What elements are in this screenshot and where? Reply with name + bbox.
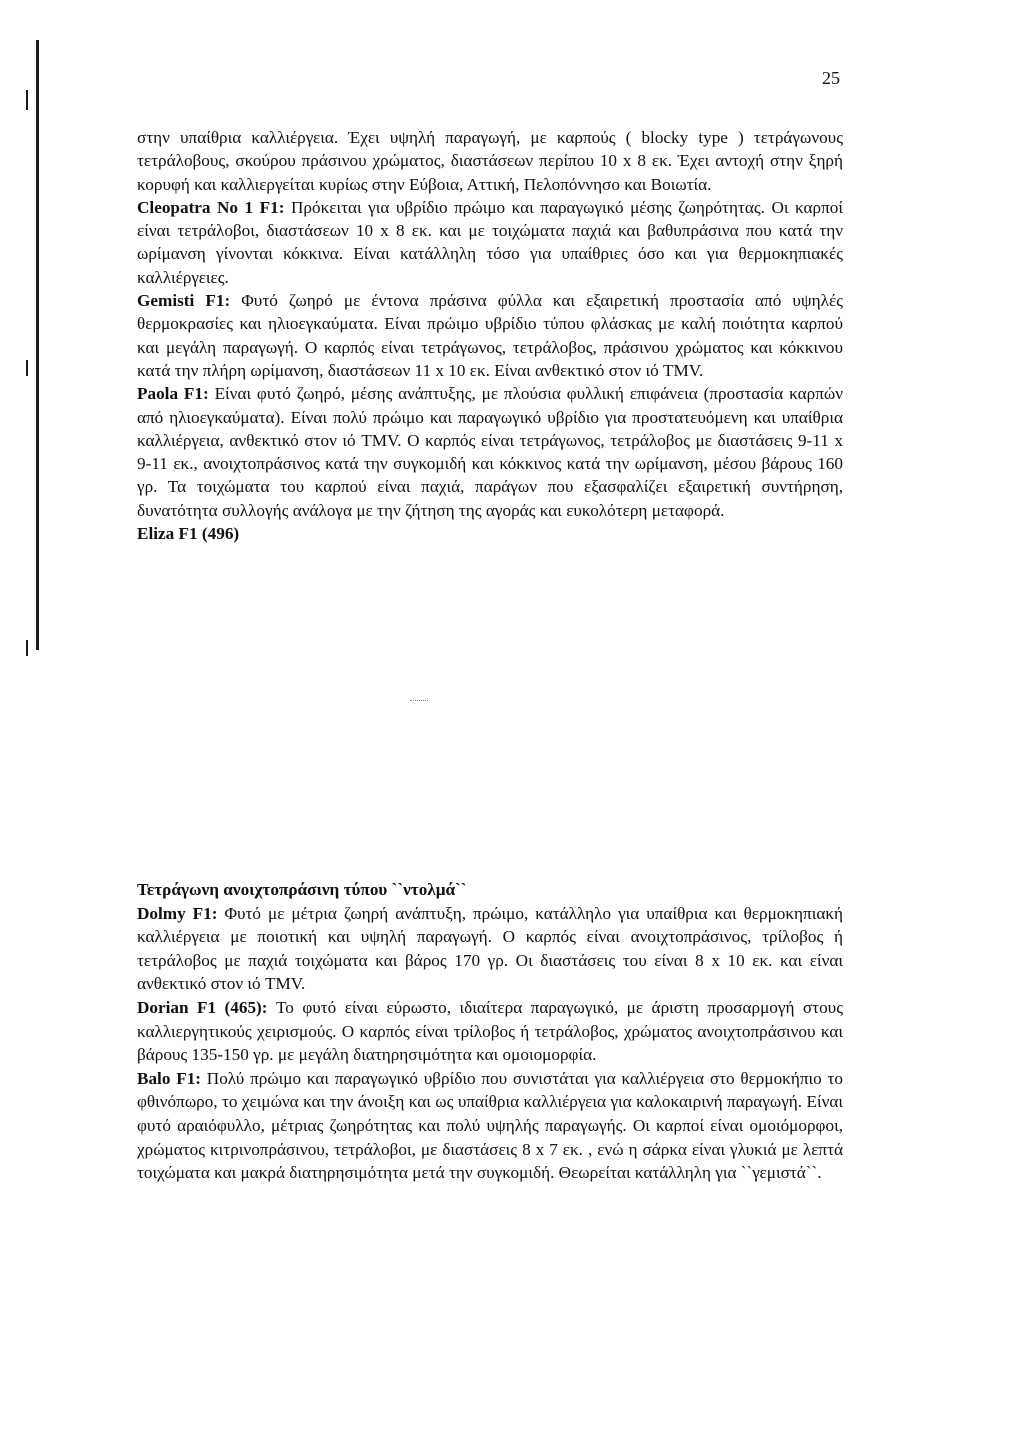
variety-description: Το φυτό είναι εύρωστο, ιδιαίτερα παραγωγικό, με άριστη προσαρμογή στους καλλιεργητικούς χειρισμούς. Ο καρπός είναι τρίλοβος ή τετράλοβος, χρώματος ανοιχτοπράσινου και βάρους 135-150 γρ. με μεγάλη διατηρησιμότητα και ομοιομορφία. [137, 997, 843, 1065]
variety-name: Dolmy F1: [137, 903, 218, 923]
scan-edge-mark [26, 90, 28, 110]
variety-name: Cleopatra No 1 F1: [137, 197, 285, 217]
scan-edge-mark [26, 360, 28, 376]
section-heading-text: Τετράγωνη ανοιχτοπράσινη τύπου ``ντολμά`` [137, 880, 467, 899]
paragraph-paola [137, 382, 843, 522]
variety-description: Φυτό με μέτρια ζωηρή ανάπτυξη, πρώιμο, κατάλληλο για υπαίθρια και θερμοκηπιακή καλλιέργεια με ποιοτική και υψηλή παραγωγή. Ο καρπός είναι ανοιχτοπράσινος, τρίλοβος ή τετράλοβος με παχιά τοιχώματα και βάρος 170 γρ. Οι διαστάσεις του είναι 8 x 10 εκ. και είναι ανθεκτικό στον ιό TMV. [137, 903, 844, 994]
scan-edge-mark [26, 640, 28, 656]
paragraph-intro [137, 126, 843, 196]
top-text-block [137, 126, 843, 545]
scan-edge-line [36, 40, 39, 650]
intro-text: στην υπαίθρια καλλιέργεια. Έχει υψηλή παραγωγή, με καρπούς ( blocky type ) τετράγωνους τετράλοβους, σκούρου πράσινου χρώματος, διαστάσεων περίπου 10 x 8 εκ. Έχει αντοχή στην ξηρή κορυφή και καλλιεργείται κυρίως στην Εύβοια, Αττική, Πελοπόννησο και Βοιωτία. [137, 128, 843, 194]
figure-caption-text: Eliza F1 (496) [137, 524, 240, 544]
section-heading [137, 878, 843, 902]
variety-name: Paola F1: [137, 384, 209, 404]
variety-description: Φυτό ζωηρό με έντονα πράσινα φύλλα και εξαιρετική προστασία από υψηλές θερμοκρασίες και ηλιοεγκαύματα. Είναι πρώιμο υβρίδιο τύπου φλάσκας με καλή ποιότητα καρπού και μεγάλη παραγωγή. Ο καρπός είναι τετράγωνος, τετράλοβος, πράσινου χρώματος και κόκκινου κατά την πλήρη ωρίμανση, διαστάσεων 11 x 10 εκ. Είναι ανθεκτικό στον ιό TMV. [137, 291, 843, 380]
variety-name: Balo F1: [137, 1068, 202, 1088]
paragraph-dorian [137, 996, 843, 1067]
image-placeholder-mark [410, 700, 428, 703]
paragraph-balo [137, 1067, 843, 1185]
figure-caption [137, 522, 843, 545]
paragraph-dolmy [137, 902, 843, 996]
paragraph-gemisti [137, 289, 843, 382]
page-number: 25 [822, 68, 840, 88]
variety-description: Πρόκειται για υβρίδιο πρώιμο και παραγωγικό μέσης ζωηρότητας. Οι καρποί είναι τετράλοβοι, διαστάσεων 10 x 8 εκ. και με τοιχώματα παχιά και βαθυπράσινα που κατά την ωρίμανση γίνονται κόκκινα. Είναι κατάλληλη τόσο για υπαίθριες όσο και για θερμοκηπιακές καλλιέργειες. [137, 197, 843, 287]
variety-description: Είναι φυτό ζωηρό, μέσης ανάπτυξης, με πλούσια φυλλική επιφάνεια (προστασία καρπών από ηλιοεγκαύματα). Είναι πολύ πρώιμο και παραγωγικό υβρίδιο για προστατευόμενη και υπαίθρια καλλιέργεια, ανθεκτικό στον ιό TMV. Ο καρπός είναι τετράγωνος, τετράλοβος με διαστάσεις 9-11 x 9-11 εκ., ανοιχτοπράσινος κατά την συγκομιδή και κόκκινος κατά την ωρίμανση, μέσου βάρους 160 γρ. Τα τοιχώματα του καρπού είναι παχιά, παράγων που εξασφαλίζει εξαιρετική συντήρηση, δυνατότητα συλλογής ανάλογα με την ζήτηση της αγοράς και ευκολότερη μεταφορά. [137, 384, 843, 520]
variety-name: Dorian F1 (465): [137, 997, 268, 1017]
variety-name: Gemisti F1: [137, 291, 231, 311]
paragraph-cleopatra [137, 196, 843, 289]
variety-description: Πολύ πρώιμο και παραγωγικό υβρίδιο που συνιστάται για καλλιέργεια στο θερμοκήπιο το φθινόπωρο, το χειμώνα και την άνοιξη και ως υπαίθρια καλλιέργεια για καλοκαιρινή παραγωγή. Είναι φυτό αραιόφυλλο, μέτριας ζωηρότητας και πολύ υψηλής παραγωγής. Οι καρποί είναι ομοιόμορφοι, χρώματος κιτρινοπράσινου, τετράλοβοι, με διαστάσεις 8 x 7 εκ. , ενώ η σάρκα είναι γλυκιά με λεπτά τοιχώματα και μακρά διατηρησιμότητα μετά την συγκομιδή. Θεωρείται κατάλληλη για ``γεμιστά``. [137, 1068, 843, 1183]
bottom-text-block [137, 878, 843, 1185]
